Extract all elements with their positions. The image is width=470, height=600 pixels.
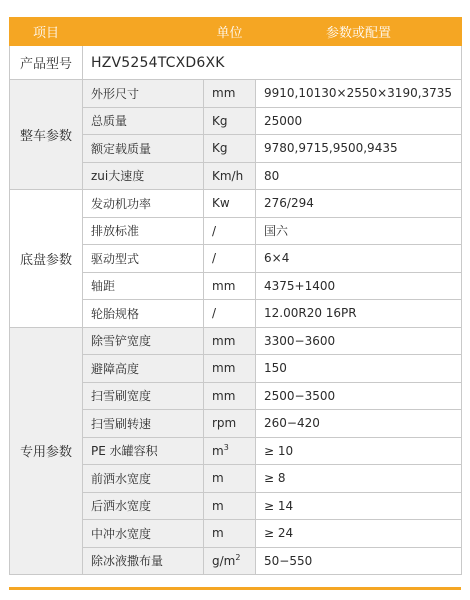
param-value: 国六 xyxy=(256,217,462,245)
param-name: 驱动型式 xyxy=(83,245,204,273)
param-name: zui大速度 xyxy=(83,162,204,190)
spec-table xyxy=(9,17,462,575)
param-value: 276/294 xyxy=(256,190,462,218)
param-name: 轴距 xyxy=(83,272,204,300)
param-unit: m xyxy=(204,520,256,548)
param-value: 260−420 xyxy=(256,410,462,438)
param-name: 避障高度 xyxy=(83,355,204,383)
header-param: 参数或配置 xyxy=(256,18,462,46)
param-value: ≥ 24 xyxy=(256,520,462,548)
param-value: 12.00R20 16PR xyxy=(256,300,462,328)
param-value: 80 xyxy=(256,162,462,190)
param-name: 排放标准 xyxy=(83,217,204,245)
param-name: 额定载质量 xyxy=(83,135,204,163)
header-blank xyxy=(83,18,204,46)
param-name: 中冲水宽度 xyxy=(83,520,204,548)
param-value: ≥ 8 xyxy=(256,465,462,493)
table-header-row xyxy=(10,18,462,46)
param-unit xyxy=(204,437,256,465)
param-value: 150 xyxy=(256,355,462,383)
param-unit: mm xyxy=(204,382,256,410)
param-name: PE 水罐容积 xyxy=(83,437,204,465)
param-value: ≥ 14 xyxy=(256,492,462,520)
unit-superscript: 3 xyxy=(223,443,229,453)
param-name: 后洒水宽度 xyxy=(83,492,204,520)
param-unit: m xyxy=(204,492,256,520)
model-label: 产品型号 xyxy=(10,46,83,80)
param-name: 轮胎规格 xyxy=(83,300,204,328)
unit-superscript: 2 xyxy=(235,553,241,563)
group-label-special: 专用参数 xyxy=(10,327,83,575)
param-name: 前洒水宽度 xyxy=(83,465,204,493)
param-unit: Km/h xyxy=(204,162,256,190)
param-unit: mm xyxy=(204,80,256,108)
param-name: 除雪铲宽度 xyxy=(83,327,204,355)
param-value: 9780,9715,9500,9435 xyxy=(256,135,462,163)
param-value: 50−550 xyxy=(256,547,462,575)
param-unit: Kg xyxy=(204,135,256,163)
param-unit: mm xyxy=(204,272,256,300)
param-name: 除冰液撒布量 xyxy=(83,547,204,575)
param-value: 9910,10130×2550×3190,3735 xyxy=(256,80,462,108)
group-label-vehicle: 整车参数 xyxy=(10,80,83,190)
unit-base: g/m xyxy=(212,554,236,569)
param-value: 6×4 xyxy=(256,245,462,273)
param-value: 25000 xyxy=(256,107,462,135)
param-unit: / xyxy=(204,300,256,328)
param-name: 扫雪刷宽度 xyxy=(83,382,204,410)
model-row xyxy=(10,46,462,80)
table-row xyxy=(10,80,462,108)
param-unit: mm xyxy=(204,327,256,355)
param-unit: m xyxy=(204,465,256,493)
group-label-chassis: 底盘参数 xyxy=(10,190,83,328)
param-unit: Kg xyxy=(204,107,256,135)
param-value: 3300−3600 xyxy=(256,327,462,355)
param-name: 外形尺寸 xyxy=(83,80,204,108)
spec-table-container xyxy=(9,17,461,575)
param-unit: mm xyxy=(204,355,256,383)
param-unit: / xyxy=(204,245,256,273)
model-value: HZV5254TCXD6XK xyxy=(83,46,462,80)
table-row xyxy=(10,190,462,218)
param-value: 4375+1400 xyxy=(256,272,462,300)
param-name: 发动机功率 xyxy=(83,190,204,218)
param-name: 扫雪刷转速 xyxy=(83,410,204,438)
unit-base: m xyxy=(212,444,224,459)
header-unit: 单位 xyxy=(204,18,256,46)
param-value: ≥ 10 xyxy=(256,437,462,465)
header-item: 项目 xyxy=(10,18,83,46)
param-name: 总质量 xyxy=(83,107,204,135)
param-unit: / xyxy=(204,217,256,245)
param-unit: Kw xyxy=(204,190,256,218)
param-value: 2500−3500 xyxy=(256,382,462,410)
bottom-accent-bar xyxy=(9,587,461,590)
table-row xyxy=(10,327,462,355)
param-unit xyxy=(204,547,256,575)
param-unit: rpm xyxy=(204,410,256,438)
